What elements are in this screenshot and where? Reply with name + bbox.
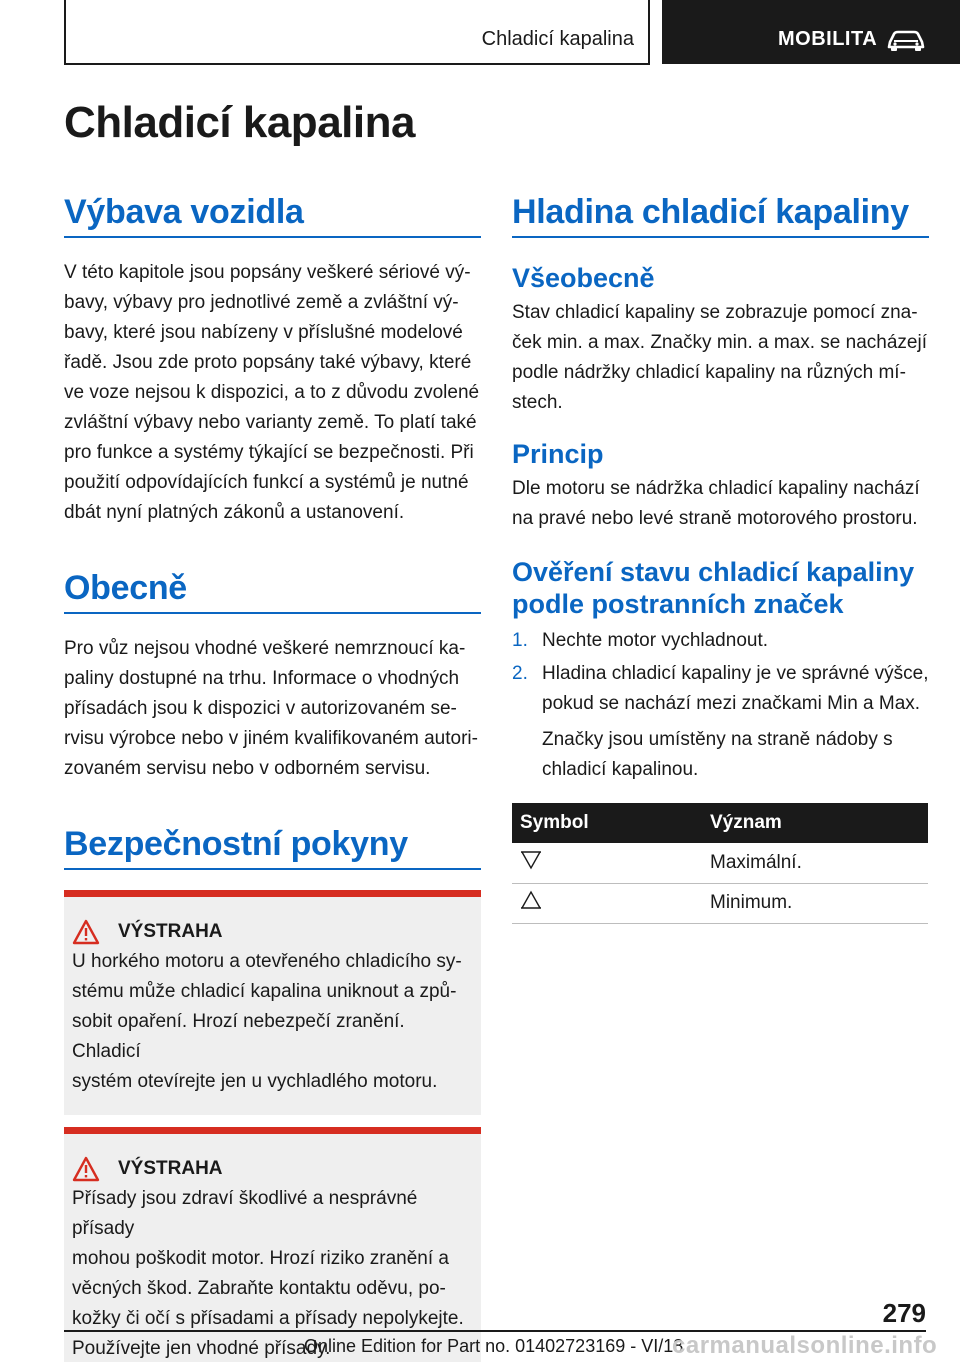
heading-principle: Princip (512, 439, 604, 469)
warning-box (64, 1127, 481, 1362)
meaning-cell: Maximální. (702, 843, 928, 883)
right-column (512, 190, 929, 924)
general-text: Pro vůz nejsou vhodné veškeré nemrznoucí ka- paliny dostupné na trhu. Informace o vhodných přísadách jsou k dispozici v autorizovaném se- rvisu výrobce nebo v jiném kvalifikovaném autori- zovaném servisu nebo v odborném servisu. (64, 638, 478, 779)
principle-text: Dle motoru se nádržka chladicí kapaliny nachází na pravé nebo levé straně motorového prostoru. (512, 478, 920, 529)
step-number: 1. (512, 630, 528, 651)
left-column (64, 190, 481, 1362)
heading-safety: Bezpečnostní pokyny (64, 822, 481, 870)
warning-header (72, 919, 473, 945)
list-item: 2. Hladina chladicí kapaliny je ve správné výšce, pokud se nachází mezi značkami Min a Max. (512, 659, 929, 719)
warning-header (72, 1156, 473, 1182)
warning-title: VÝSTRAHA (118, 921, 223, 942)
step-number: 2. (512, 663, 528, 684)
table-row (512, 883, 928, 923)
heading-check-level: Ověření stavu chladicí kapaliny podle postranních značek (512, 557, 915, 619)
warning-triangle-icon (72, 919, 100, 945)
page-title: Chladicí kapalina (64, 98, 415, 147)
heading-coolant-level: Hladina chladicí kapaliny (512, 190, 929, 238)
page-number: 279 (882, 1298, 926, 1328)
watermark: carmanualsonline.info (672, 1332, 938, 1359)
min-mark-icon (520, 890, 542, 910)
edition-info: Online Edition for Part no. 01402723169 - VI/18 (304, 1336, 684, 1356)
heading-overview: Všeobecně (512, 263, 655, 293)
symbol-cell (512, 843, 702, 883)
header-rule-left (64, 0, 66, 64)
chapter-tab-label: MOBILITA (778, 28, 878, 50)
column-header-meaning: Význam (702, 803, 928, 843)
warning-text: U horkého motoru a otevřeného chladicího sy- stému může chladicí kapalina uniknout a způ- sobit opaření. Hrozí nebezpečí zranění. Chladicí systém otevírejte jen u vychladlého motoru. (72, 951, 462, 1092)
warning-title: VÝSTRAHA (118, 1158, 223, 1179)
overview-text: Stav chladicí kapaliny se zobrazuje pomocí zna- ček min. a max. Značky min. a max. se nacházejí podle nádržky chladicí kapaliny na různých mí- stech. (512, 302, 927, 413)
step-note: Značky jsou umístěny na straně nádoby s chladicí kapalinou. (542, 729, 893, 780)
heading-equipment: Výbava vozidla (64, 190, 481, 238)
table-row (512, 843, 928, 883)
check-steps (512, 626, 929, 719)
equipment-text: V této kapitole jsou popsány veškeré sériové vý- bavy, výbavy pro jednotlivé země a zvláštní vý- bavy, které jsou nabízeny v příslušné modelové řadě. Jsou zde proto popsány také výbavy, které ve voze nejsou k dispozici, a to z důvodu zvolené zvláštní výbavy nebo varianty země. To platí také pro funkce a systémy týkající se bezpečnosti. Při použití odpovídajících funkcí a systémů je nutné dbát nyní platných zákonů a ustanovení. (64, 262, 480, 523)
column-header-symbol: Symbol (512, 803, 702, 843)
max-mark-icon (520, 850, 542, 870)
warning-triangle-icon (72, 1156, 100, 1182)
header-rule-bottom (64, 63, 650, 65)
symbol-table (512, 803, 928, 924)
car-icon (886, 28, 926, 52)
list-item: 1. Nechte motor vychladnout. (512, 626, 929, 656)
warning-text: Přísady jsou zdraví škodlivé a nesprávné přísady mohou poškodit motor. Hrozí riziko zranění a věcných škod. Zabraňte kontaktu oděvu, po- kožky či očí s přísadami a přísady nepolykejte. Používejte jen vhodné přísady. (72, 1188, 464, 1359)
symbol-cell (512, 883, 702, 923)
meaning-cell: Minimum. (702, 883, 928, 923)
table-header-row (512, 803, 928, 843)
warning-box (64, 890, 481, 1115)
header-separator (648, 0, 650, 64)
header-section-title: Chladicí kapalina (481, 28, 634, 50)
heading-general: Obecně (64, 566, 481, 614)
